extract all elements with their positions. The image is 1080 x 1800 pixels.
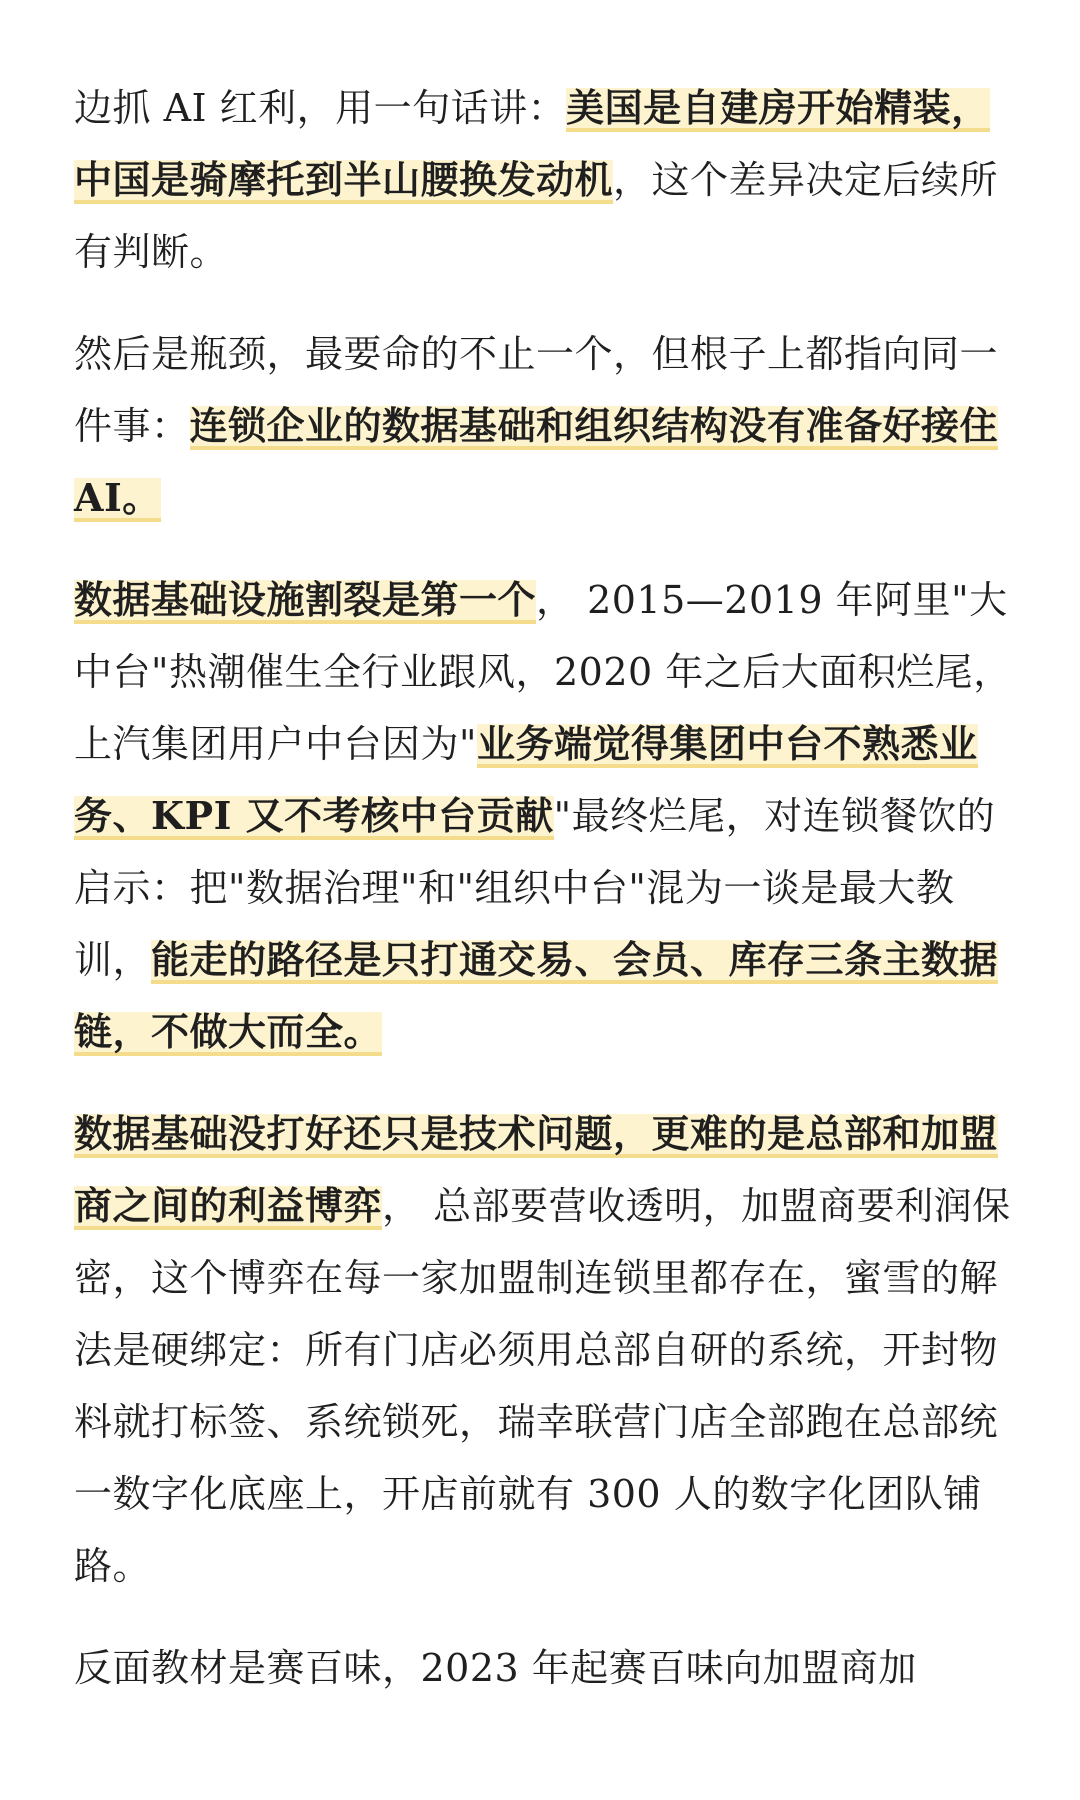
- text-segment: 边抓 AI 红利，用一句话讲：: [74, 86, 567, 130]
- article-body: [74, 72, 1022, 1734]
- text-segment: "最终烂尾，对连锁餐饮的启示：把"数据治理"和"组织中台"混为一谈是最大教训，: [74, 794, 996, 982]
- paragraph-franchise-conflict: [74, 1098, 1022, 1602]
- text-segment: 然后是瓶颈，最要命的不止一个，但根子上都指向同一件事：: [74, 332, 999, 448]
- highlighted-text: 连锁企业的数据基础和组织结构没有准备好接住 AI。: [74, 403, 999, 520]
- text-segment: ， 2015—2019 年阿里"大中台"热潮催生全行业跟风，2020 年之后大面积烂尾，上汽集团用户中台因为": [74, 578, 1012, 766]
- highlighted-text: 数据基础没打好还只是技术问题，更难的是总部和加盟商之间的利益博弈: [74, 1111, 999, 1228]
- highlighted-text: 数据基础设施割裂是第一个: [74, 577, 537, 622]
- highlighted-text: 能走的路径是只打通交易、会员、库存三条主数据链，不做大而全。: [74, 937, 999, 1054]
- paragraph-counter-example: [74, 1632, 1022, 1704]
- paragraph-ai-dividend: [74, 72, 1022, 288]
- text-segment: ，这个差异决定后续所有判断。: [74, 158, 999, 274]
- highlighted-text: 业务端觉得集团中台不熟悉业务、KPI 又不考核中台贡献: [74, 721, 978, 838]
- paragraph-data-infrastructure: [74, 564, 1022, 1068]
- text-segment: 反面教材是赛百味，2023 年起赛百味向加盟商加: [74, 1646, 917, 1690]
- highlighted-text: 美国是自建房开始精装，中国是骑摩托到半山腰换发动机: [74, 85, 990, 202]
- paragraph-bottleneck: [74, 318, 1022, 534]
- text-segment: ， 总部要营收透明，加盟商要利润保密，这个博弈在每一家加盟制连锁里都存在，蜜雪的解法是硬绑定：所有门店必须用总部自研的系统，开封物料就打标签、系统锁死，瑞幸联营门店全部跑在总部统一数字化底座上，开店前就有 300 人的数字化团队铺路。: [74, 1184, 1011, 1588]
